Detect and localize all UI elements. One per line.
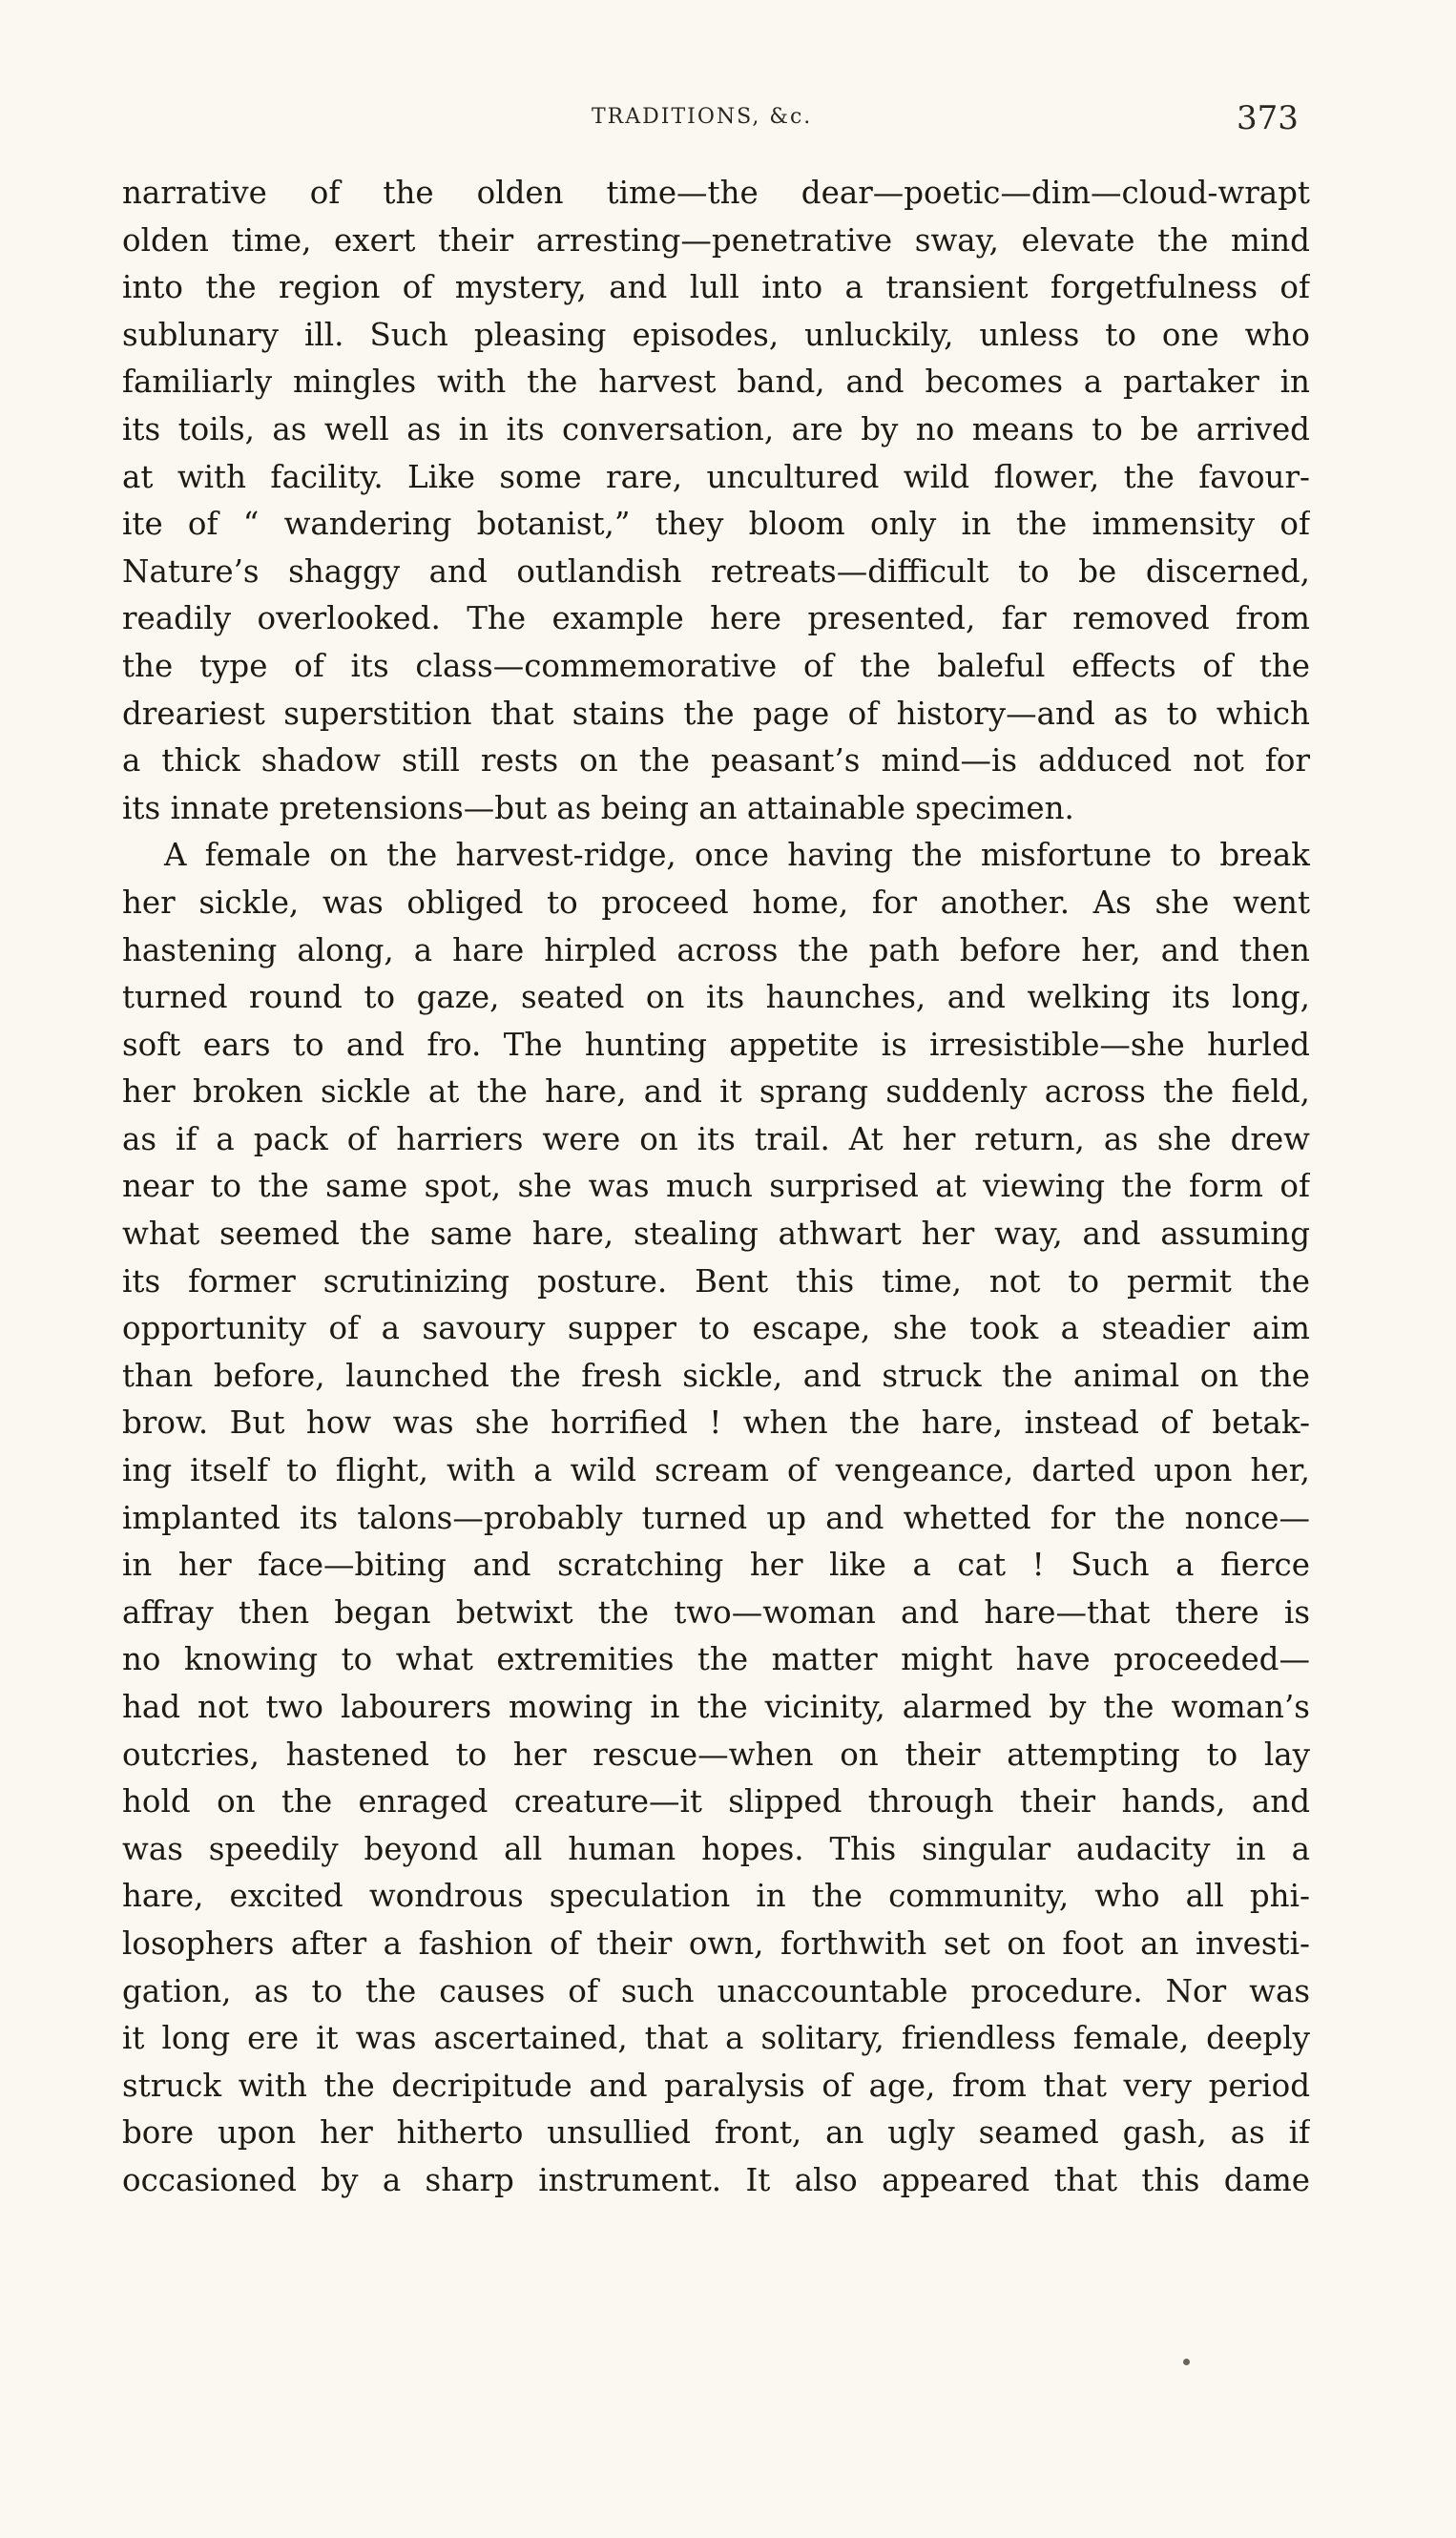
text-line: sublunary ill. Such pleasing episodes, unluckily, unless to one who bbox=[122, 316, 1310, 353]
text-line: affray then began betwixt the two—woman and hare—that there is bbox=[122, 1593, 1310, 1631]
text-line: its toils, as well as in its conversation, are by no means to be arrived bbox=[122, 410, 1310, 447]
paragraph-1 bbox=[122, 170, 1310, 832]
text-line: A female on the harvest-ridge, once having the misfortune to break bbox=[164, 837, 1310, 874]
text-line: it long ere it was ascertained, that a solitary, friendless female, deeply bbox=[122, 2020, 1310, 2057]
text-line: at with facility. Like some rare, uncultured wild flower, the favour- bbox=[122, 458, 1310, 495]
text-line: outcries, hastened to her rescue—when on their attempting to lay bbox=[122, 1736, 1310, 1773]
text-line: than before, launched the fresh sickle, and struck the animal on the bbox=[122, 1357, 1310, 1394]
text-line: as if a pack of harriers were on its trail. At her return, as she drew bbox=[122, 1120, 1310, 1157]
text-line: ing itself to flight, with a wild scream of vengeance, darted upon her, bbox=[122, 1452, 1310, 1489]
running-head bbox=[0, 99, 1456, 137]
text-line: her broken sickle at the hare, and it sprang suddenly across the field, bbox=[122, 1073, 1310, 1111]
text-line: had not two labourers mowing in the vicinity, alarmed by the woman’s bbox=[122, 1689, 1310, 1725]
text-line: hare, excited wondrous speculation in the community, who all phi- bbox=[122, 1878, 1310, 1915]
text-line: dreariest superstition that stains the page of history—and as to which bbox=[122, 695, 1310, 732]
text-line: its innate pretensions—but as being an attainable specimen. bbox=[122, 789, 1074, 826]
text-line: familiarly mingles with the harvest band, and becomes a partaker in bbox=[122, 364, 1310, 401]
text-line: soft ears to and fro. The hunting appetite is irresistible—she hurled bbox=[122, 1026, 1310, 1063]
text-line: struck with the decripitude and paralysis of age, from that very period bbox=[122, 2067, 1310, 2104]
text-line: in her face—biting and scratching her like a cat ! Such a fierce bbox=[122, 1547, 1310, 1584]
text-line: into the region of mystery, and lull into a transient forgetfulness of bbox=[122, 269, 1310, 306]
body-text bbox=[122, 170, 1310, 2205]
text-line: its former scrutinizing posture. Bent this time, not to permit the bbox=[122, 1262, 1310, 1300]
text-line: no knowing to what extremities the matter might have proceeded— bbox=[122, 1641, 1310, 1678]
ink-speck bbox=[1183, 2359, 1190, 2365]
text-line: implanted its talons—probably turned up and whetted for the nonce— bbox=[122, 1499, 1310, 1536]
text-line: hold on the enraged creature—it slipped through their hands, and bbox=[122, 1783, 1310, 1820]
text-line: bore upon her hitherto unsullied front, an ugly seamed gash, as if bbox=[122, 2114, 1310, 2152]
text-line: narrative of the olden time—the dear—poetic—dim—cloud-wrapt bbox=[122, 175, 1310, 211]
text-line: her sickle, was obliged to proceed home, for another. As she went bbox=[122, 884, 1310, 921]
page-number: 373 bbox=[1237, 99, 1299, 137]
text-line: turned round to gaze, seated on its haunches, and welking its long, bbox=[122, 979, 1310, 1016]
text-line: Nature’s shaggy and outlandish retreats—difficult to be discerned, bbox=[122, 552, 1310, 590]
paragraph-2 bbox=[122, 832, 1310, 2204]
text-line: olden time, exert their arresting—penetrative sway, elevate the mind bbox=[122, 221, 1310, 259]
text-line: what seemed the same hare, stealing athwart her way, and assuming bbox=[122, 1216, 1310, 1253]
text-line: gation, as to the causes of such unaccountable procedure. Nor was bbox=[122, 1972, 1310, 2009]
text-line: was speedily beyond all human hopes. This singular audacity in a bbox=[122, 1830, 1310, 1867]
text-line: readily overlooked. The example here presented, far removed from bbox=[122, 600, 1310, 637]
text-line: the type of its class—commemorative of the baleful effects of the bbox=[122, 647, 1310, 684]
text-line: brow. But how was she horrified ! when the hare, instead of betak- bbox=[122, 1404, 1310, 1442]
text-line: losophers after a fashion of their own, forthwith set on foot an investi- bbox=[122, 1924, 1310, 1962]
text-line: hastening along, a hare hirpled across the path before her, and then bbox=[122, 931, 1310, 968]
running-title: TRADITIONS, &c. bbox=[592, 105, 813, 129]
text-line: opportunity of a savoury supper to escape, she took a steadier aim bbox=[122, 1310, 1310, 1347]
text-line: ite of “ wandering botanist,” they bloom only in the immensity of bbox=[122, 506, 1310, 543]
text-line: near to the same spot, she was much surprised at viewing the form of bbox=[122, 1168, 1310, 1205]
text-line: occasioned by a sharp instrument. It also appeared that this dame bbox=[122, 2161, 1310, 2198]
text-line: a thick shadow still rests on the peasant’s mind—is adduced not for bbox=[122, 742, 1310, 780]
